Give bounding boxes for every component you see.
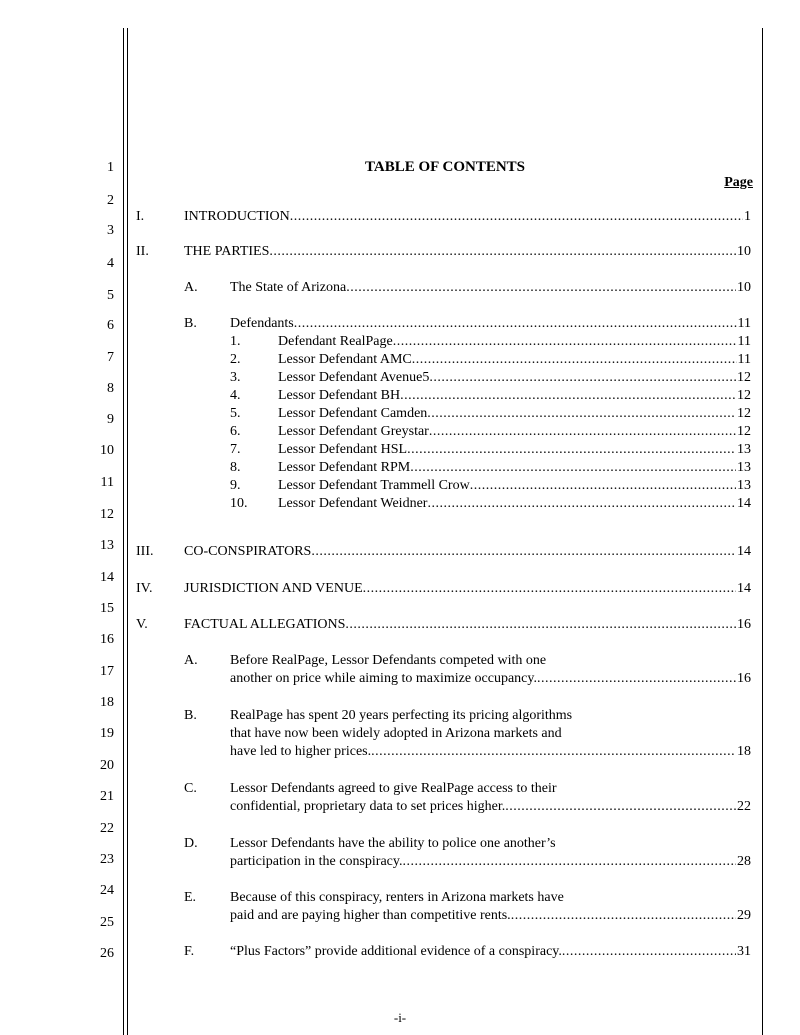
line-number: 21 [100, 789, 114, 804]
toc-page: 31 [737, 944, 751, 959]
toc-page: 12 [737, 370, 751, 385]
toc-page: 1 [744, 209, 751, 224]
toc-page: 12 [737, 424, 751, 439]
toc-text: THE PARTIES [184, 244, 270, 259]
toc-page: 14 [737, 496, 751, 511]
line-number: 16 [100, 632, 114, 647]
toc-number: 2. [230, 352, 241, 367]
line-number: 26 [100, 946, 114, 961]
toc-page: 13 [737, 442, 751, 457]
toc-number: B. [184, 708, 197, 723]
toc-number: E. [184, 890, 197, 905]
toc-text: Lessor Defendant Camden [278, 406, 428, 421]
toc-page: 11 [737, 352, 751, 367]
toc-text: Lessor Defendant AMC [278, 352, 412, 367]
toc-number: 3. [230, 370, 241, 385]
toc-text: The State of Arizona [230, 280, 347, 295]
toc-number: III. [136, 544, 154, 559]
toc-page: 29 [737, 908, 751, 923]
toc-number: V. [136, 617, 148, 632]
line-number: 19 [100, 726, 114, 741]
toc-text-line: another on price while aiming to maximize occupancy. [230, 671, 537, 686]
toc-text: CO-CONSPIRATORS [184, 544, 312, 559]
line-number: 12 [100, 507, 114, 522]
toc-text: Lessor Defendant BH [278, 388, 401, 403]
toc-text: FACTUAL ALLEGATIONS [184, 617, 346, 632]
toc-text: Lessor Defendant Trammell Crow [278, 478, 470, 493]
line-number: 25 [100, 915, 114, 930]
line-number: 17 [100, 664, 114, 679]
page-footer-number: -i- [393, 1010, 407, 1025]
toc-page: 28 [737, 854, 751, 869]
toc-page: 18 [737, 744, 751, 759]
toc-text: Lessor Defendant Weidner [278, 496, 428, 511]
line-number: 3 [107, 223, 114, 238]
toc-page: 12 [737, 406, 751, 421]
toc-page: 16 [737, 617, 751, 632]
toc-page: 22 [737, 799, 751, 814]
toc-text-line: Lessor Defendants have the ability to police one another’s [230, 836, 556, 851]
line-number: 5 [107, 288, 114, 303]
toc-text-line: have led to higher prices. [230, 744, 372, 759]
toc-text-line: Because of this conspiracy, renters in Arizona markets have [230, 890, 564, 905]
right-margin-rule [762, 28, 763, 1035]
line-number: 13 [100, 538, 114, 553]
line-number: 14 [100, 570, 114, 585]
toc-number: 4. [230, 388, 241, 403]
line-number: 4 [107, 256, 114, 271]
toc-number: 7. [230, 442, 241, 457]
toc-page: 11 [737, 334, 751, 349]
toc-page: 10 [737, 280, 751, 295]
toc-page: 16 [737, 671, 751, 686]
toc-text: Lessor Defendant Greystar [278, 424, 429, 439]
toc-number: 5. [230, 406, 241, 421]
toc-text: Lessor Defendant RPM [278, 460, 411, 475]
toc-number: A. [184, 653, 198, 668]
line-number: 9 [107, 412, 114, 427]
toc-page: 11 [737, 316, 751, 331]
toc-number: B. [184, 316, 197, 331]
toc-page: 13 [737, 478, 751, 493]
toc-text: JURISDICTION AND VENUE [184, 581, 363, 596]
toc-number: F. [184, 944, 195, 959]
toc-number: A. [184, 280, 198, 295]
toc-page: 13 [737, 460, 751, 475]
line-number: 24 [100, 883, 114, 898]
toc-text: Lessor Defendant Avenue5 [278, 370, 430, 385]
toc-number: 10. [230, 496, 248, 511]
line-number: 1 [107, 160, 114, 175]
toc-text: INTRODUCTION [184, 209, 290, 224]
toc-number: I. [136, 209, 145, 224]
line-number: 15 [100, 601, 114, 616]
toc-page: 12 [737, 388, 751, 403]
toc-number: 1. [230, 334, 241, 349]
line-number: 18 [100, 695, 114, 710]
toc-text-line: Lessor Defendants agreed to give RealPage access to their [230, 781, 557, 796]
toc-text-line: “Plus Factors” provide additional evidence of a conspiracy. [230, 944, 562, 959]
toc-page: 10 [737, 244, 751, 259]
left-margin-rule-2 [127, 28, 128, 1035]
toc-text: Defendants [230, 316, 294, 331]
toc-text-line: paid and are paying higher than competitive rents. [230, 908, 511, 923]
toc-number: 9. [230, 478, 241, 493]
line-number: 2 [107, 193, 114, 208]
line-number: 10 [100, 443, 114, 458]
toc-text-line: RealPage has spent 20 years perfecting its pricing algorithms [230, 708, 573, 723]
toc-number: 6. [230, 424, 241, 439]
toc-number: C. [184, 781, 197, 796]
toc-number: IV. [136, 581, 153, 596]
page-column-header: Page [724, 175, 753, 190]
toc-number: II. [136, 244, 149, 259]
line-number: 11 [100, 475, 114, 490]
line-number: 23 [100, 852, 114, 867]
toc-text-line: participation in the conspiracy. [230, 854, 403, 869]
line-number: 22 [100, 821, 114, 836]
toc-number: D. [184, 836, 198, 851]
toc-text-line: Before RealPage, Lessor Defendants competed with one [230, 653, 547, 668]
page-title: TABLE OF CONTENTS [364, 159, 526, 175]
toc-text: Defendant RealPage [278, 334, 393, 349]
toc-text-line: confidential, proprietary data to set prices higher. [230, 799, 506, 814]
toc-text: Lessor Defendant HSL [278, 442, 408, 457]
line-number: 7 [107, 350, 114, 365]
toc-page: 14 [737, 581, 751, 596]
toc-number: 8. [230, 460, 241, 475]
line-number: 6 [107, 318, 114, 333]
line-number: 20 [100, 758, 114, 773]
toc-page: 14 [737, 544, 751, 559]
toc-text-line: that have now been widely adopted in Arizona markets and [230, 726, 562, 741]
line-number: 8 [107, 381, 114, 396]
left-margin-rule-1 [123, 28, 124, 1035]
